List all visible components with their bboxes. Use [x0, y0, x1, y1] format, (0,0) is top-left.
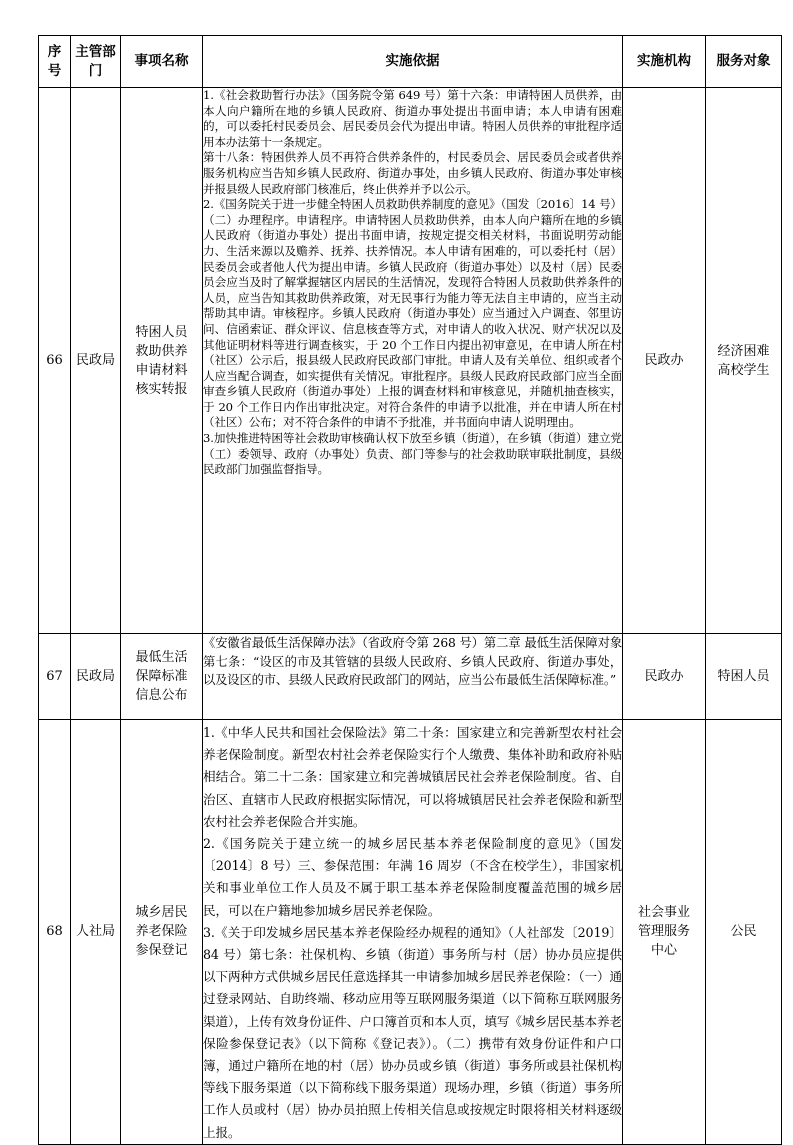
header-basis: 实施依据 [203, 36, 623, 88]
row-target: 公民 [706, 720, 782, 1145]
table-header-row [39, 36, 782, 88]
header-item: 事项名称 [121, 36, 203, 88]
table-row [39, 720, 782, 1145]
basis-paragraph: 《安徽省最低生活保障办法》（省政府令第 268 号）第二章 最低生活保障对象 第七条：“设区的市及其管辖的县级人民政府、乡镇人民政府、街道办事处，以及设区的市、县级人民政府民政部门的网站，应当公布最低生活保障标准。” [203, 636, 626, 688]
row-target: 特困人员 [706, 634, 782, 720]
row-basis [203, 88, 623, 634]
basis-paragraph: 3.《关于印发城乡居民基本养老保险经办规程的通知》（人社部发〔2019〕84 号）第七条：社保机构、乡镇（街道）事务所与村（居）协办员应提供以下两种方式供城乡居民任意选择其一申请参加城乡居民养老保险：（一）通过登录网站、自助终端、移动应用等互联网服务渠道（以下简称互联网服务渠道），上传有效身份证件、户口簿首页和本人页，填写《城乡居民基本养老保险参保登记表》（以下简称《登记表》）。（二）携带有效身份证件和户口簿，通过户籍所在地的村（居）协办员或乡镇（街道）事务所或县社保机构等线下服务渠道（以下简称线下服务渠道）现场办理，乡镇（街道）事务所工作人员或村（居）协办员拍照上传相关信息或按规定时限将相关材料逐级上报。 [203, 924, 622, 1140]
row-item: 城乡居民 养老保险 参保登记 [121, 720, 203, 1145]
row-dept: 人社局 [71, 720, 121, 1145]
header-agency: 实施机构 [623, 36, 706, 88]
header-seq: 序 号 [39, 36, 71, 88]
row-agency: 民政办 [623, 88, 706, 634]
basis-paragraph: 第十八条：特困供养人员不再符合供养条件的，村民委员会、居民委员会或者供养服务机构应当告知乡镇人民政府、街道办事处，由乡镇人民政府、街道办事处审核并报县级人民政府部门核准后，终止供养并予以公示。 [203, 150, 622, 196]
basis-paragraph: 2.《国务院关于建立统一的城乡居民基本养老保险制度的意见》（国发〔2014〕8 号）三、参保范围：年满 16 周岁（不含在校学生），非国家机关和事业单位工作人员及不属于职工基本养老保险制度覆盖范围的城乡居民，可以在户籍地参加城乡居民养老保险。 [203, 836, 622, 918]
basis-paragraph: 1.《社会救助暂行办法》（国务院令第 649 号）第十六条：申请特困人员供养，由本人向户籍所在地的乡镇人民政府、街道办事处提出书面申请；本人申请有困难的，可以委托村民委员会、居民委员会代为提出申请。特困人员供养的审批程序适用本办法第十一条规定。 [203, 88, 622, 149]
row-seq: 66 [39, 88, 71, 634]
table-row [39, 634, 782, 720]
row-item: 最低生活 保障标准 信息公布 [121, 634, 203, 720]
service-items-table [38, 35, 782, 1145]
table-row [39, 88, 782, 634]
row-basis [203, 634, 626, 720]
row-dept: 民政局 [71, 634, 121, 720]
row-seq: 68 [39, 720, 71, 1145]
row-basis [203, 720, 623, 1145]
header-dept: 主管部 门 [71, 36, 121, 88]
basis-paragraph: 3.加快推进特困等社会救助审核确认权下放至乡镇（街道），在乡镇（街道）建立党（工）委领导、政府（办事处）负责、部门等参与的社会救助联审联批制度，县级民政部门加强监督指导。 [203, 431, 622, 477]
row-target: 经济困难 高校学生 [706, 88, 782, 634]
row-dept: 民政局 [71, 88, 121, 634]
header-target: 服务对象 [706, 36, 782, 88]
basis-paragraph: 2.《国务院关于进一步健全特困人员救助供养制度的意见》（国发〔2016〕14 号）（二）办理程序。申请程序。申请特困人员救助供养，由本人向户籍所在地的乡镇人民政府（街道办事处）提出书面申请，按规定提交相关材料，书面说明劳动能力、生活来源以及赡养、抚养、扶养情况。本人申请有困难的，可以委托村（居）民委员会或者他人代为提出申请。乡镇人民政府（街道办事处）以及村（居）民委员会应当及时了解掌握辖区内居民的生活情况，发现符合特困人员救助供养条件的人员，应当告知其救助供养政策，对无民事行为能力等无法自主申请的，应当主动帮助其申请。审核程序。乡镇人民政府（街道办事处）应当通过入户调查、邻里访问、信函索证、群众评议、信息核查等方式，对申请人的收入状况、财产状况以及其他证明材料等进行调查核实，于 20 个工作日内提出初审意见，在申请人所在村（社区）公示后，报县级人民政府民政部门审批。申请人及有关单位、组织或者个人应当配合调查，如实提供有关情况。审批程序。县级人民政府民政部门应当全面审查乡镇人民政府（街道办事处）上报的调查材料和审核意见，并随机抽查核实，于 20 个工作日内作出审批决定。对符合条件的申请予以批准，并在申请人所在村（社区）公布；对不符合条件的申请不予批准，并书面向申请人说明理由。 [203, 197, 622, 430]
row-agency: 民政办 [623, 634, 706, 720]
row-agency: 社会事业 管理服务 中心 [623, 720, 706, 1145]
basis-paragraph: 1.《中华人民共和国社会保险法》第二十条：国家建立和完善新型农村社会养老保险制度。新型农村社会养老保险实行个人缴费、集体补助和政府补贴相结合。第二十二条：国家建立和完善城镇居民社会养老保险制度。省、自治区、直辖市人民政府根据实际情况，可以将城镇居民社会养老保险和新型农村社会养老保险合并实施。 [203, 725, 622, 829]
row-seq: 67 [39, 634, 71, 720]
row-item: 特困人员 救助供养 申请材料 核实转报 [121, 88, 203, 634]
